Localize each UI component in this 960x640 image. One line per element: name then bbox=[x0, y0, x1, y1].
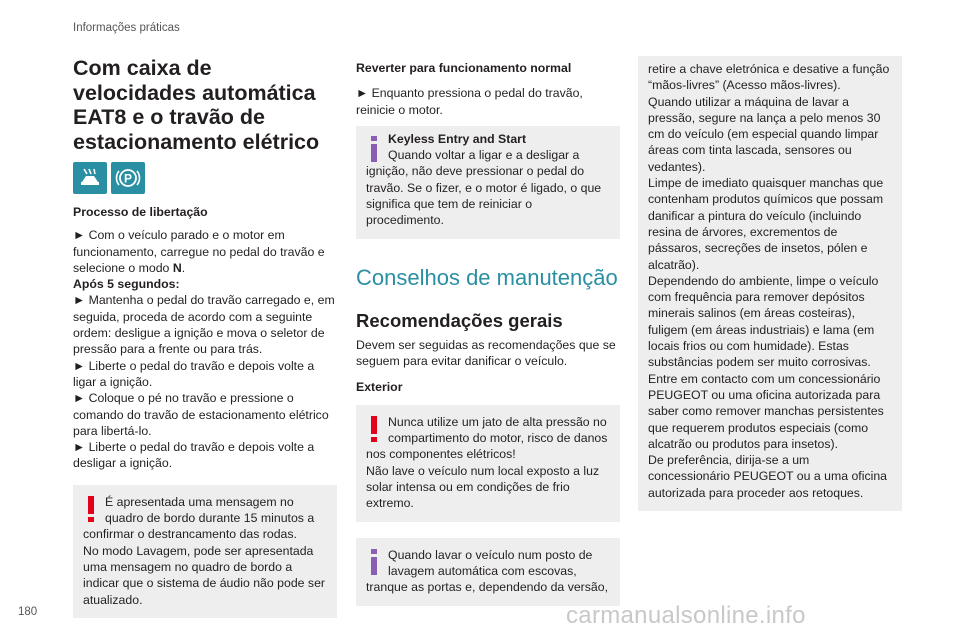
paragraph: ► Liberte o pedal do travão e depois volte a ligar a ignição. bbox=[73, 358, 315, 389]
chapter-heading: Conselhos de manutenção bbox=[356, 264, 618, 290]
note-text: Limpe de imediato quaisquer manchas que contenham produtos químicos que possam danificar a pintura do veículo (incluindo resina de árvores, excrementos de pássaros, secreções de insetos, pólen e alcatrão). bbox=[648, 176, 884, 272]
paragraph: ► Mantenha o pedal do travão carregado e, em seguida, proceda de acordo com a seguinte ordem: desligue a ignição e mova o seletor de pressão para a frente ou para trás. bbox=[73, 293, 335, 357]
note-text: retire a chave eletrónica e desative a função “mãos-livres” (Acesso mãos-livres). bbox=[648, 62, 890, 93]
note-text: Quando lavar o veículo num posto de lavagem automática com escovas, tranque as portas e, dependendo da versão, bbox=[366, 547, 609, 595]
subheading-revert: Reverter para funcionamento normal bbox=[356, 61, 572, 75]
note-title: Keyless Entry and Start bbox=[388, 131, 527, 146]
info-i-icon bbox=[366, 135, 382, 163]
subheading-release: Processo de libertação bbox=[73, 205, 208, 219]
note-text: No modo Lavagem, pode ser apresentada uma mensagem no quadro de bordo a indicar que o sistema de áudio não pode ser atualizado. bbox=[83, 543, 325, 607]
column-1 bbox=[73, 56, 337, 618]
note-text: Quando utilizar a máquina de lavar a pressão, segure na lança a pelo menos 30 cm do veículo (em especial quando limpar áreas com tinta lascada, sensores ou vedantes). bbox=[648, 94, 881, 174]
paragraph: ► Com o veículo parado e o motor em funcionamento, carregue no pedal do travão e selecione o modo N. bbox=[73, 228, 325, 275]
paragraph: ► Coloque o pé no travão e pressione o comando do travão de estacionamento elétrico para libertá-lo. bbox=[73, 391, 329, 438]
warning-exclamation-icon bbox=[83, 495, 99, 523]
info-note bbox=[356, 538, 620, 606]
info-note bbox=[356, 126, 620, 239]
note-text: É apresentada uma mensagem no quadro de bordo durante 15 minutos a confirmar o destrancamento das rodas. bbox=[83, 494, 315, 542]
subheading-exterior: Exterior bbox=[356, 379, 403, 394]
page-number: 180 bbox=[18, 606, 38, 618]
running-header: Informações práticas bbox=[73, 22, 180, 34]
car-wash-icon bbox=[73, 162, 107, 194]
warning-exclamation-icon bbox=[366, 415, 382, 443]
subsection-heading: Recomendações gerais bbox=[356, 309, 563, 331]
paragraph-bold: Após 5 segundos: bbox=[73, 277, 180, 292]
section-heading: Com caixa de velocidades automática EAT8 e o travão de estacionamento elétrico bbox=[73, 56, 320, 154]
note-text: Nunca utilize um jato de alta pressão no compartimento do motor, risco de danos nos componentes elétricos! bbox=[366, 414, 608, 462]
note-text: Dependendo do ambiente, limpe o veículo com frequência para remover depósitos minerais salinos (em áreas costeiras), fuligem (em áreas industriais) e lama (em locais frios ou com humidade). Estas substâncias podem ser muito corrosivas. bbox=[648, 273, 879, 370]
paragraph: ► Liberte o pedal do travão e depois volte a desligar a ignição. bbox=[73, 440, 315, 471]
warning-note bbox=[356, 405, 620, 522]
svg-text:P: P bbox=[123, 171, 133, 186]
column-3 bbox=[638, 56, 902, 511]
parking-brake-icon bbox=[111, 162, 145, 194]
info-note-continued bbox=[638, 56, 902, 511]
paragraph: ► Enquanto pressiona o pedal do travão, reinicie o motor. bbox=[356, 86, 583, 117]
pictogram-row bbox=[73, 162, 337, 194]
note-text: De preferência, dirija-se a um concessionário PEUGEOT ou a uma oficina autorizada para proceder aos retoques. bbox=[648, 453, 887, 500]
warning-note bbox=[73, 485, 337, 618]
note-text: Não lave o veículo num local exposto a luz solar intensa ou em condições de frio extremo. bbox=[366, 463, 600, 511]
watermark: carmanualsonline.info bbox=[566, 602, 806, 629]
note-text: Quando voltar a ligar e a desligar a ignição, não deve pressionar o pedal do travão. Se o fizer, e o motor é ligado, o que significa que tem de reiniciar o procedimento. bbox=[366, 148, 602, 228]
paragraph: Devem ser seguidas as recomendações que se seguem para evitar danificar o veículo. bbox=[356, 337, 616, 369]
info-i-icon bbox=[366, 548, 382, 576]
column-2 bbox=[356, 60, 620, 606]
note-text: Entre em contacto com um concessionário PEUGEOT ou uma oficina autorizada para saber como remover manchas persistentes que requerem produtos especiais (como alcatrão ou produtos para insetos). bbox=[648, 371, 884, 451]
